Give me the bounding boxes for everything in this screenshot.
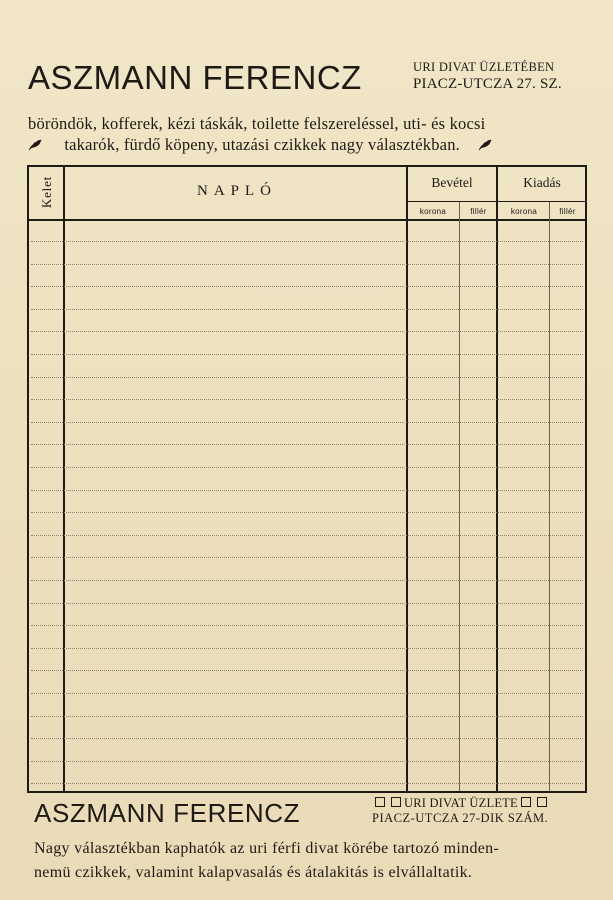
square-box-icon — [537, 797, 547, 807]
header-bottom-rule — [29, 219, 585, 221]
ledger-row-rule — [31, 761, 583, 762]
ledger-row-rule — [31, 422, 583, 423]
description-line-1: böröndök, kofferek, kézi táskák, toilette felszereléssel, uti- és kocsi — [28, 114, 486, 133]
income-filler-divider — [459, 202, 460, 791]
header-merchant-name: ASZMANN FERENCZ — [28, 59, 362, 96]
subheader-expense-filler: fillér — [559, 207, 576, 216]
ledger-row-rule — [31, 693, 583, 694]
ledger-row-rule — [31, 512, 583, 513]
ledger-row-rule — [31, 535, 583, 536]
ledger-row-rule — [31, 286, 583, 287]
footer-advert — [34, 796, 594, 836]
footer-note-line-1: Nagy választékban kaphatók az uri férfi divat körébe tartozó minden- — [34, 840, 500, 857]
footer-address: PIACZ-UTCZA 27-DIK SZÁM. — [372, 811, 549, 825]
header-address: PIACZ-UTCZA 27. SZ. — [413, 76, 562, 92]
header-shop-text: URI DIVAT ÜZLETÉBEN — [413, 60, 555, 74]
ledger-row-rule — [31, 444, 583, 445]
date-column-divider — [63, 167, 65, 791]
ledger-row-rule — [31, 603, 583, 604]
description-line-2-wrapper — [28, 134, 588, 156]
expense-filler-divider — [549, 202, 550, 791]
ledger-row-rule — [31, 241, 583, 242]
ledger-row-rule — [31, 580, 583, 581]
ledger-row-rule — [31, 354, 583, 355]
ledger-row-rule — [31, 716, 583, 717]
footer-shop-block — [372, 796, 602, 826]
subheader-income-filler: fillér — [470, 207, 487, 216]
footer-shop-line — [372, 796, 602, 811]
square-box-icon — [375, 797, 385, 807]
ledger-row-rule — [31, 670, 583, 671]
description-line-2: takarók, fürdő köpeny, utazási czikkek nagy választékban. — [64, 135, 460, 154]
subheader-expense-korona: korona — [510, 207, 538, 216]
ledger-row-rule — [31, 490, 583, 491]
footer-note-line-2: nemü czikkek, valamint kalapvasalás és átalakitás is elvállaltatik. — [34, 864, 473, 881]
ledger-row-rule — [31, 557, 583, 558]
column-header-expense: Kiadás — [523, 175, 561, 190]
ledger-row-rule — [31, 399, 583, 400]
ledger-row-rule — [31, 648, 583, 649]
subheader-income-korona: korona — [419, 207, 447, 216]
ledger-row-rule — [31, 625, 583, 626]
square-box-icon — [521, 797, 531, 807]
ledger-row-rule — [31, 331, 583, 332]
footer-shop-text: URI DIVAT ÜZLETE — [404, 796, 518, 810]
ledger-row-rule — [31, 377, 583, 378]
ledger-table — [27, 165, 587, 793]
ledger-row-rule — [31, 309, 583, 310]
column-header-journal: NAPLÓ — [196, 183, 277, 199]
floral-ornament-icon — [478, 139, 492, 151]
square-box-icon — [391, 797, 401, 807]
footer-merchant-name: ASZMANN FERENCZ — [34, 798, 301, 828]
column-header-date: Kelet — [39, 175, 54, 209]
column-header-income: Bevétel — [431, 175, 473, 190]
income-column-divider — [406, 167, 408, 791]
expense-column-divider — [496, 167, 498, 791]
header-shop-block — [413, 60, 593, 93]
ledger-row-rule — [31, 783, 583, 784]
ledger-row-rule — [31, 264, 583, 265]
ledger-row-rule — [31, 738, 583, 739]
ledger-row-rule — [31, 467, 583, 468]
floral-ornament-icon — [28, 139, 42, 151]
header-advert — [28, 56, 588, 106]
